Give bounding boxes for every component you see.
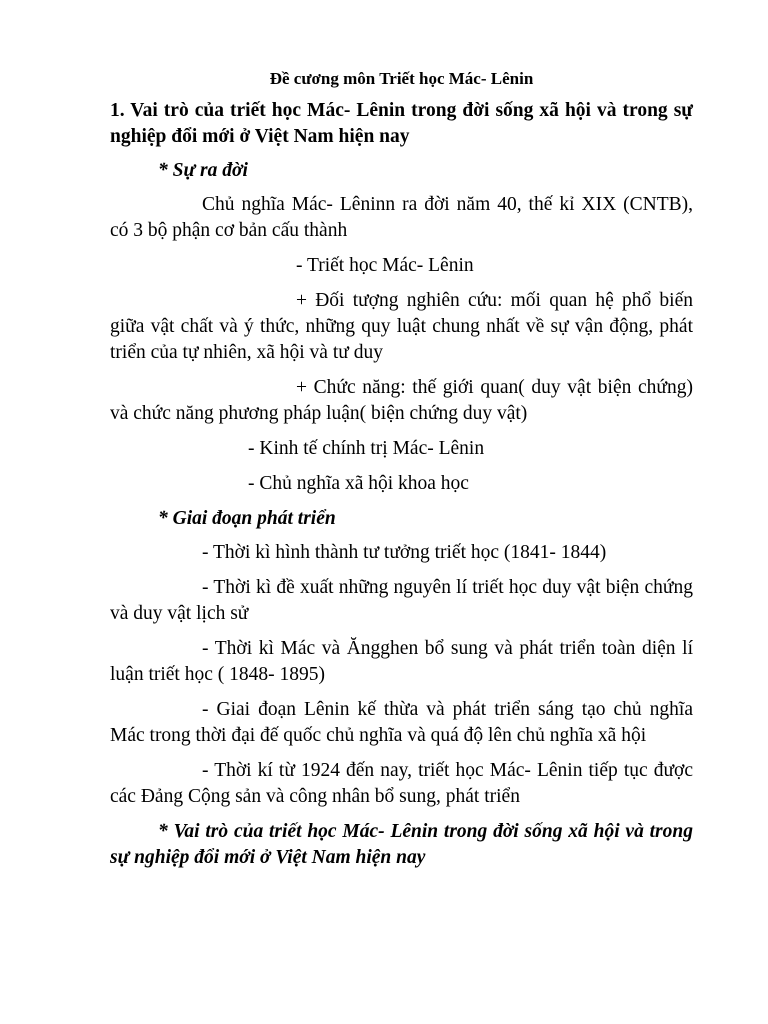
stage-item-2: - Thời kì đề xuất những nguyên lí triết học duy vật biện chứng và duy vật lịch sử	[110, 577, 693, 624]
list-item-function: + Chức năng: thế giới quan( duy vật biện chứng) và chức năng phương pháp luận( biện chứng duy vật)	[110, 377, 693, 424]
stage-item-3: - Thời kì Mác và Ăngghen bổ sung và phát triển toàn diện lí luận triết học ( 1848- 1895)	[110, 638, 693, 685]
stage-item-5: - Thời kí từ 1924 đến nay, triết học Mác- Lênin tiếp tục được các Đảng Cộng sản và công nhân bổ sung, phát triển	[110, 760, 693, 807]
stage-item-1: - Thời kì hình thành tư tưởng triết học (1841- 1844)	[202, 542, 607, 563]
list-item-scientific-socialism: - Chủ nghĩa xã hội khoa học	[248, 473, 469, 494]
list-item-philosophy: - Triết học Mác- Lênin	[296, 255, 474, 276]
subheading-origin: * Sự ra đời	[158, 160, 248, 181]
subheading-role: * Vai trò của triết học Mác- Lênin trong đời sống xã hội và trong sự nghiệp đổi mới ở Việt Nam hiện nay	[110, 821, 693, 868]
subheading-stages: * Giai đoạn phát triển	[158, 508, 336, 529]
section-heading: 1. Vai trò của triết học Mác- Lênin trong đời sống xã hội và trong sự nghiệp đổi mới ở Việt Nam hiện nay	[110, 100, 693, 147]
list-item-research-object: + Đối tượng nghiên cứu: mối quan hệ phổ biến giữa vật chất và ý thức, những quy luật chung nhất về sự vận động, phát triển của tự nhiên, xã hội và tư duy	[110, 290, 693, 363]
paragraph-origin: Chủ nghĩa Mác- Lêninn ra đời năm 40, thế kỉ XIX (CNTB), có 3 bộ phận cơ bản cấu thành	[110, 194, 693, 241]
list-item-political-economy: - Kinh tế chính trị Mác- Lênin	[248, 438, 485, 459]
document-page	[110, 66, 693, 879]
stage-item-4: - Giai đoạn Lênin kế thừa và phát triển sáng tạo chủ nghĩa Mác trong thời đại đế quốc chủ nghĩa và quá độ lên chủ nghĩa xã hội	[110, 699, 693, 746]
document-title: Đề cương môn Triết học Mác- Lênin	[269, 69, 534, 88]
